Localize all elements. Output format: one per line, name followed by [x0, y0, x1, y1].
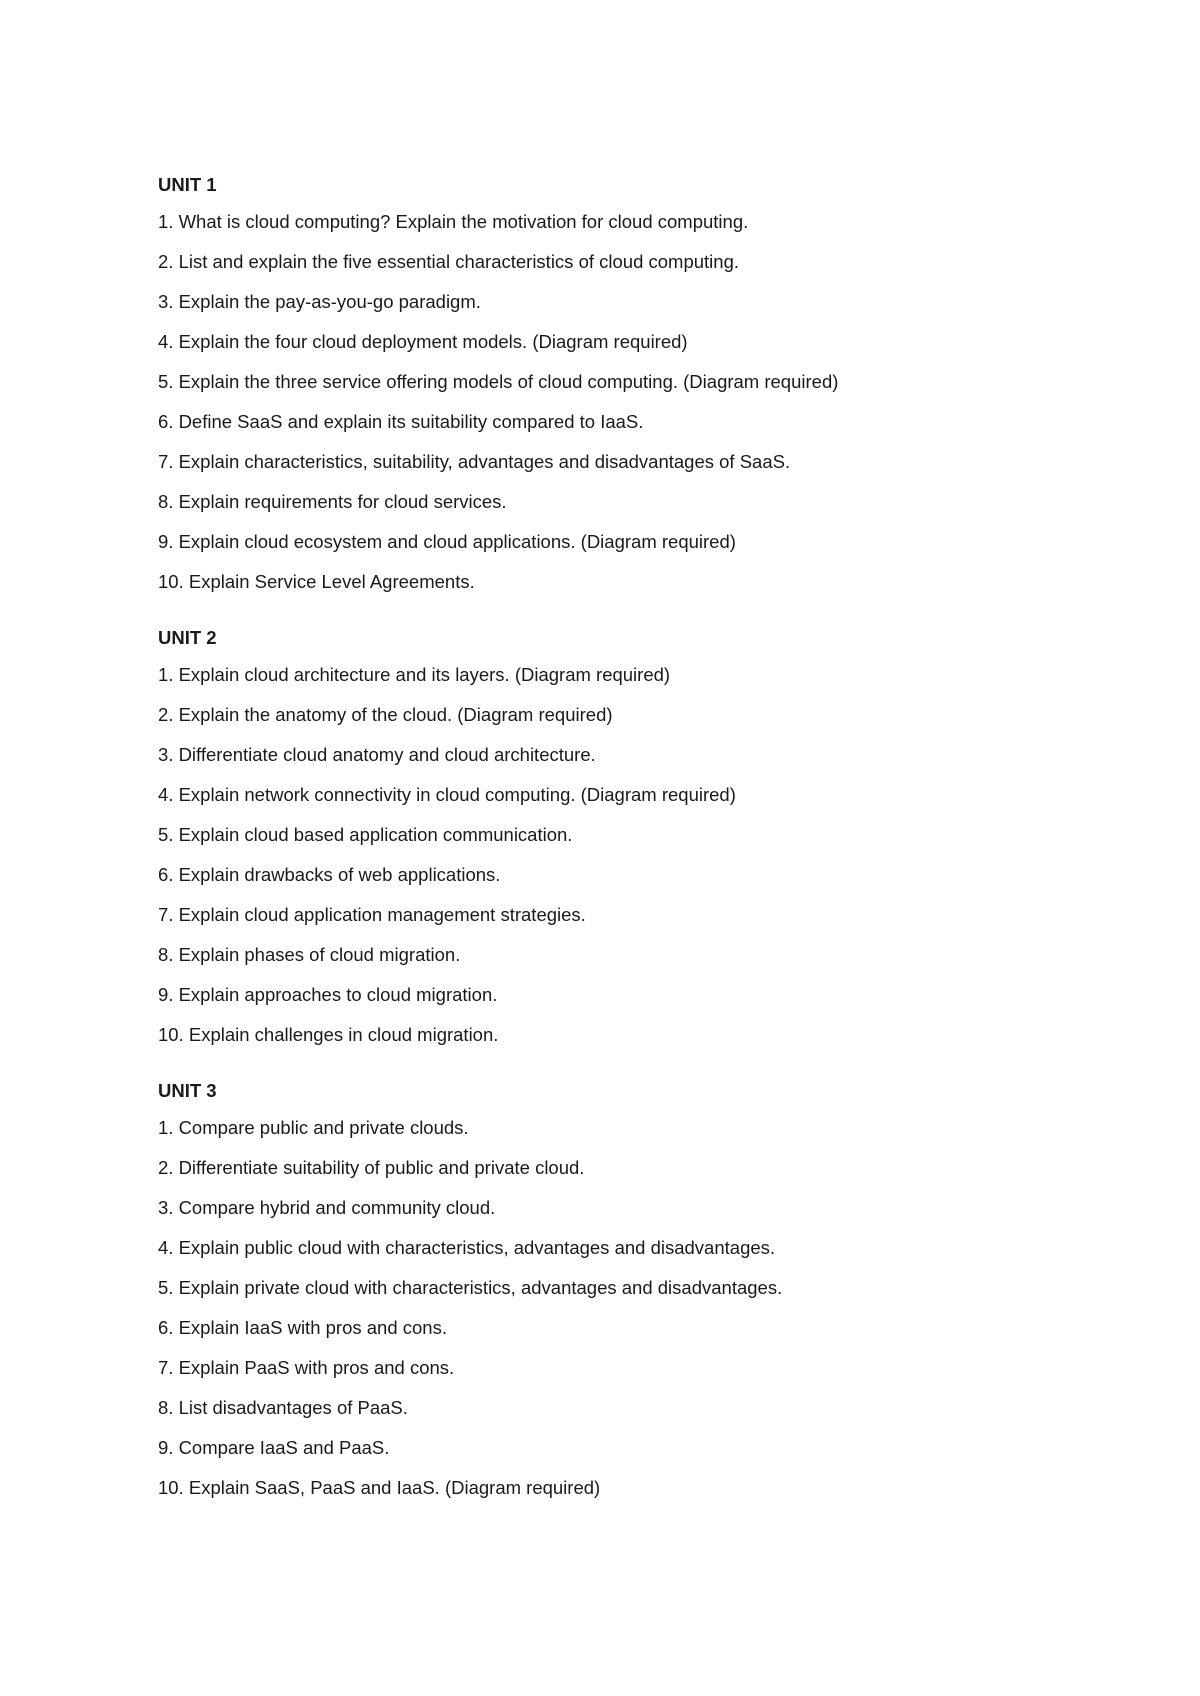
unit-3-question-8: 8. List disadvantages of PaaS.	[158, 1397, 408, 1418]
unit-2-heading: UNIT 2	[158, 627, 217, 648]
unit-2-question-2: 2. Explain the anatomy of the cloud. (Diagram required)	[158, 704, 613, 725]
unit-2-question-9: 9. Explain approaches to cloud migration.	[158, 984, 498, 1005]
unit-1-question-9: 9. Explain cloud ecosystem and cloud applications. (Diagram required)	[158, 531, 736, 552]
unit-1-section	[158, 174, 1118, 592]
unit-3-question-2: 2. Differentiate suitability of public and private cloud.	[158, 1157, 585, 1178]
unit-1-question-10: 10. Explain Service Level Agreements.	[158, 571, 475, 592]
unit-3-question-7: 7. Explain PaaS with pros and cons.	[158, 1357, 455, 1378]
unit-1-question-7: 7. Explain characteristics, suitability, advantages and disadvantages of SaaS.	[158, 451, 791, 472]
unit-3-heading: UNIT 3	[158, 1080, 217, 1101]
unit-2-question-1: 1. Explain cloud architecture and its layers. (Diagram required)	[158, 664, 671, 685]
unit-3-question-3: 3. Compare hybrid and community cloud.	[158, 1197, 496, 1218]
unit-1-question-5: 5. Explain the three service offering models of cloud computing. (Diagram required)	[158, 371, 839, 392]
unit-3-question-4: 4. Explain public cloud with characteristics, advantages and disadvantages.	[158, 1237, 776, 1258]
unit-2-question-6: 6. Explain drawbacks of web applications.	[158, 864, 501, 885]
unit-2-question-3: 3. Differentiate cloud anatomy and cloud architecture.	[158, 744, 596, 765]
unit-3-question-9: 9. Compare IaaS and PaaS.	[158, 1437, 390, 1458]
unit-2-question-5: 5. Explain cloud based application communication.	[158, 824, 573, 845]
unit-1-question-6: 6. Define SaaS and explain its suitability compared to IaaS.	[158, 411, 644, 432]
unit-2-question-10: 10. Explain challenges in cloud migration.	[158, 1024, 499, 1045]
unit-1-question-2: 2. List and explain the five essential characteristics of cloud computing.	[158, 251, 740, 272]
unit-3-question-1: 1. Compare public and private clouds.	[158, 1117, 469, 1138]
unit-2-section	[158, 627, 1118, 1045]
unit-1-question-8: 8. Explain requirements for cloud services.	[158, 491, 507, 512]
unit-2-question-4: 4. Explain network connectivity in cloud computing. (Diagram required)	[158, 784, 736, 805]
unit-3-question-10: 10. Explain SaaS, PaaS and IaaS. (Diagram required)	[158, 1477, 601, 1498]
unit-1-question-4: 4. Explain the four cloud deployment models. (Diagram required)	[158, 331, 688, 352]
unit-1-question-1: 1. What is cloud computing? Explain the motivation for cloud computing.	[158, 211, 749, 232]
unit-1-heading: UNIT 1	[158, 174, 217, 195]
unit-2-question-8: 8. Explain phases of cloud migration.	[158, 944, 461, 965]
unit-1-question-3: 3. Explain the pay-as-you-go paradigm.	[158, 291, 481, 312]
unit-3-section	[158, 1080, 1118, 1498]
unit-2-question-7: 7. Explain cloud application management strategies.	[158, 904, 586, 925]
unit-3-question-5: 5. Explain private cloud with characteristics, advantages and disadvantages.	[158, 1277, 783, 1298]
unit-3-question-6: 6. Explain IaaS with pros and cons.	[158, 1317, 447, 1338]
